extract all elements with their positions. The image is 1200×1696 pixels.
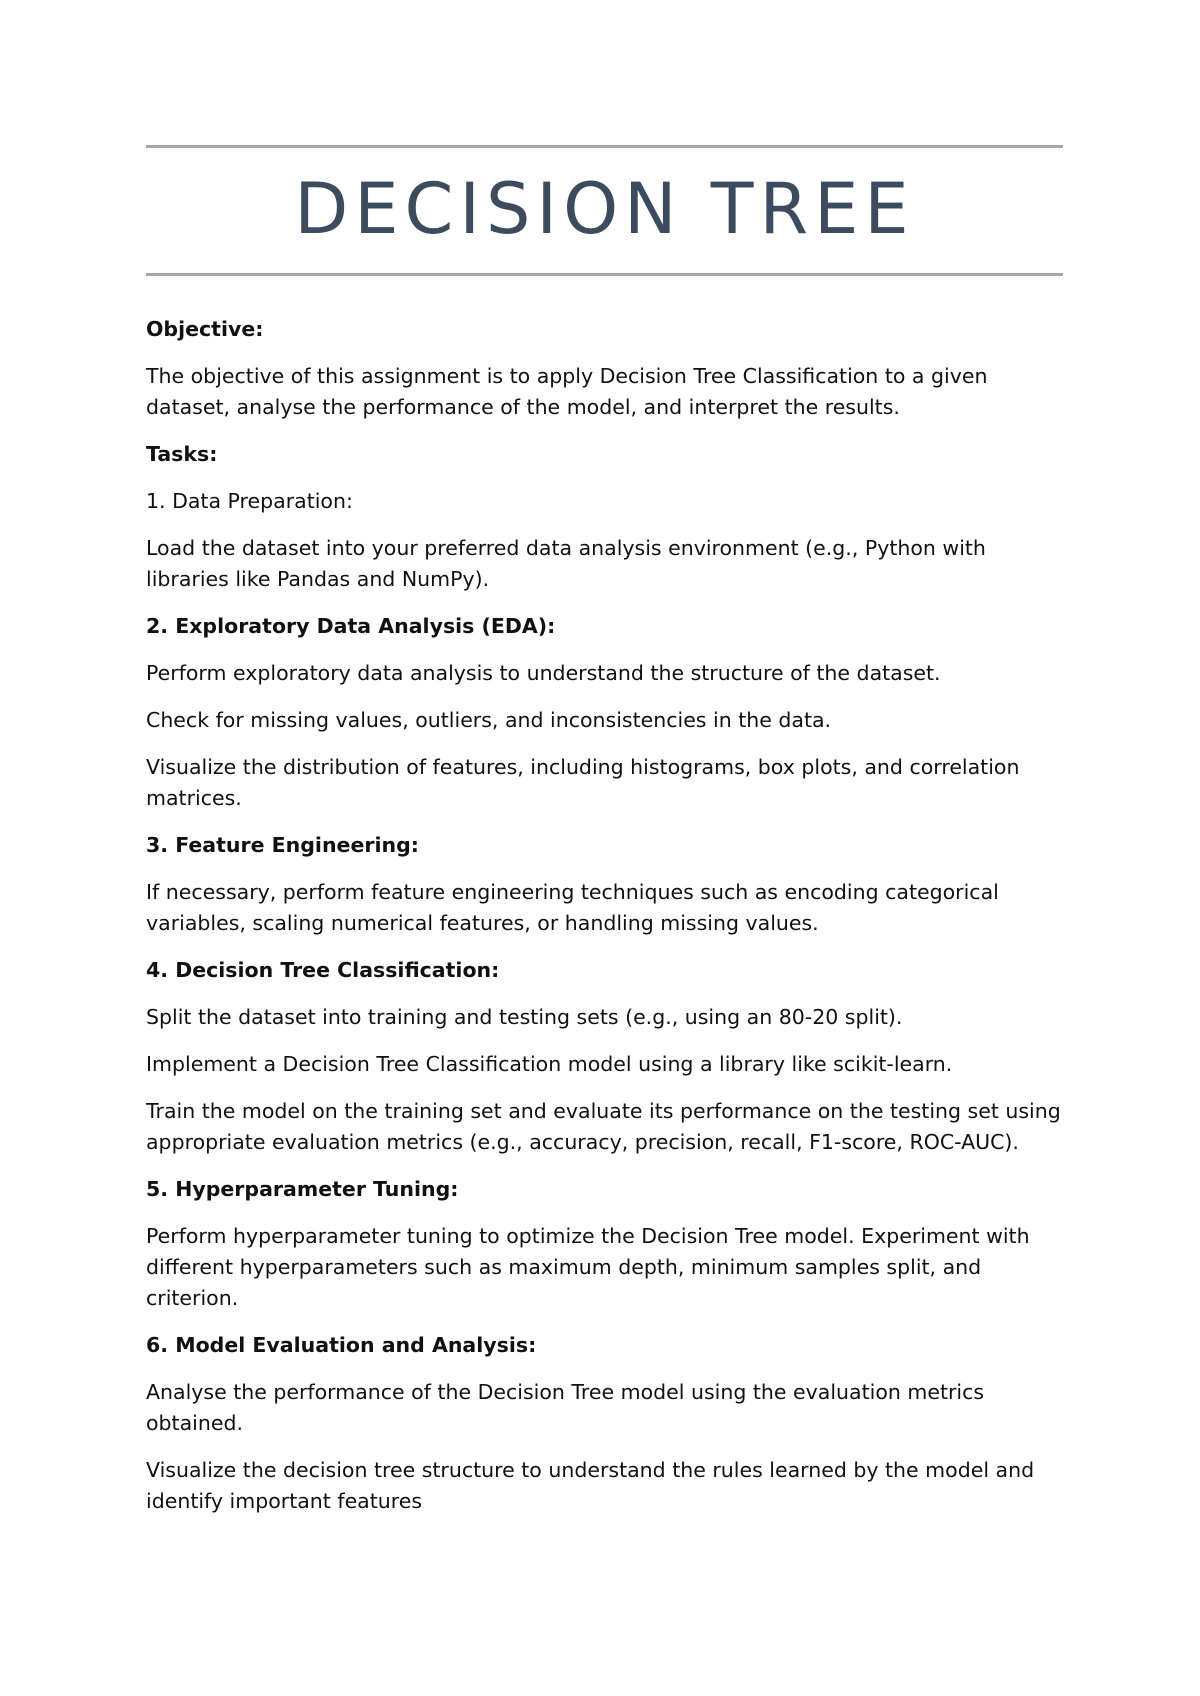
section-heading-decision-tree-classification: 4. Decision Tree Classification: [146,958,500,982]
tasks-heading: Tasks: [146,442,218,466]
section-paragraph: Visualize the decision tree structure to understand the rules learned by the model and identify important features [146,1458,1035,1513]
document-title: DECISION TREE [294,168,915,250]
section-heading-model-evaluation: 6. Model Evaluation and Analysis: [146,1333,537,1357]
section-paragraph: Analyse the performance of the Decision Tree model using the evaluation metrics obtained. [146,1380,985,1435]
section-heading-data-preparation: 1. Data Preparation: [146,489,353,513]
section-paragraph: Implement a Decision Tree Classification model using a library like scikit-learn. [146,1052,953,1076]
section-paragraph: Visualize the distribution of features, including histograms, box plots, and correlation matrices. [146,755,1020,810]
section-paragraph: If necessary, perform feature engineering techniques such as encoding categorical variables, scaling numerical features, or handling missing values. [146,880,999,935]
section-heading-eda: 2. Exploratory Data Analysis (EDA): [146,614,556,638]
document-page [146,145,1063,1533]
section-heading-hyperparameter-tuning: 5. Hyperparameter Tuning: [146,1177,459,1201]
section-heading-feature-engineering: 3. Feature Engineering: [146,833,419,857]
objective-heading: Objective: [146,317,264,341]
section-paragraph: Perform hyperparameter tuning to optimize the Decision Tree model. Experiment with different hyperparameters such as maximum depth, minimum samples split, and criterion. [146,1224,1030,1310]
section-paragraph: Train the model on the training set and evaluate its performance on the testing set using appropriate evaluation metrics (e.g., accuracy, precision, recall, F1-score, ROC-AUC). [146,1099,1061,1154]
document-body [146,314,1063,1517]
section-paragraph: Perform exploratory data analysis to understand the structure of the dataset. [146,661,941,685]
objective-text: The objective of this assignment is to apply Decision Tree Classification to a given dataset, analyse the performance of the model, and interpret the results. [146,364,988,419]
section-paragraph: Split the dataset into training and testing sets (e.g., using an 80-20 split). [146,1005,903,1029]
section-paragraph: Check for missing values, outliers, and inconsistencies in the data. [146,708,832,732]
section-paragraph: Load the dataset into your preferred data analysis environment (e.g., Python with libraries like Pandas and NumPy). [146,536,986,591]
title-bottom-rule [146,273,1063,276]
